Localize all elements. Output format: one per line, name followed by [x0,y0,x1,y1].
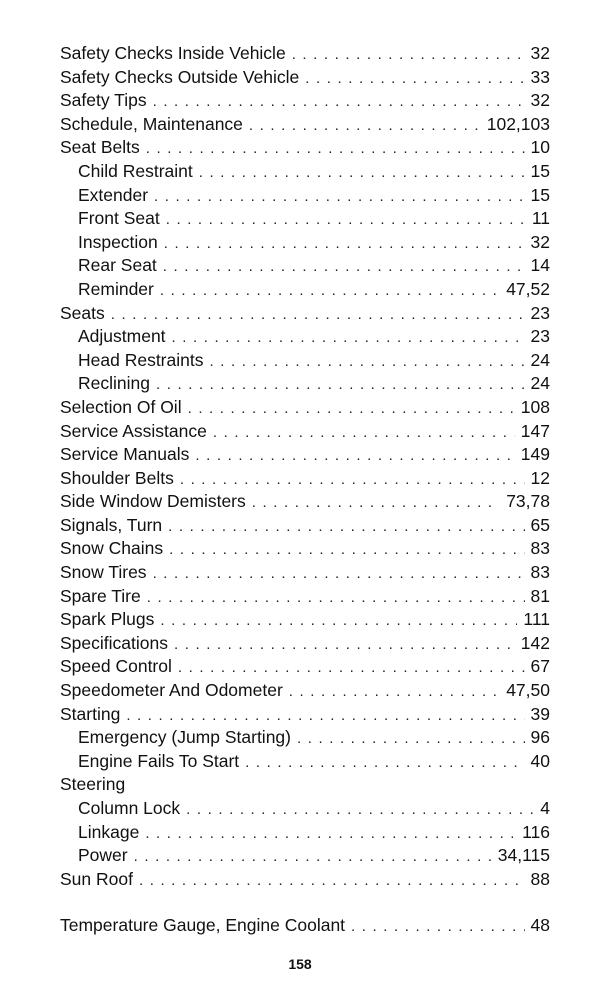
index-entry [60,396,550,420]
dot-leader [111,303,525,327]
index-subentry [60,797,550,821]
index-page-ref: 32 [530,90,550,111]
dot-leader [174,633,515,657]
index-page-ref: 14 [530,255,550,276]
index-page-ref: 24 [530,349,550,370]
index-term: Selection Of Oil [60,396,182,417]
index-term: Column Lock [78,798,181,818]
index-entry [60,420,550,444]
index-term: Spare Tire [60,585,141,606]
dot-leader [153,562,525,586]
index-entry [60,914,550,938]
dot-leader [134,845,492,869]
dot-leader [305,67,524,91]
index-subentry [60,184,550,208]
index-entry [60,679,550,703]
index-term: Safety Checks Inside Vehicle [60,43,286,63]
index-page-ref: 47,50 [506,680,550,701]
index-term: Snow Tires [60,562,147,583]
index-entry [60,655,550,679]
index-term: Power [78,845,128,866]
index-page-ref: 83 [530,538,550,559]
index-page-ref: 108 [520,396,550,417]
index-page-ref: 39 [530,703,550,724]
index-page-ref: 147 [520,420,550,441]
index-entry [60,136,550,160]
dot-leader [153,90,525,114]
dot-leader [172,326,525,350]
index-term: Sun Roof [60,868,133,889]
index-term: Emergency (Jump Starting) [78,727,291,748]
dot-leader [195,444,514,468]
index-entry [60,537,550,561]
index-page-ref: 40 [530,750,550,771]
index-page-ref: 81 [530,585,550,606]
index-term: Adjustment [78,326,166,347]
index-page-ref: 65 [530,514,550,535]
index-page-ref: 47,52 [506,278,550,299]
index-subentry [60,821,550,845]
index-page-ref: 10 [530,137,550,158]
index-page-ref: 4 [540,798,550,818]
index-term: Safety Tips [60,90,147,111]
index-term: Speed Control [60,656,172,677]
index-page-ref: 34,115 [497,845,550,866]
dot-leader [160,279,500,303]
index-page-ref: 32 [530,231,550,252]
index-entry [60,585,550,609]
index-term: Snow Chains [60,538,164,559]
index-subentry [60,750,550,774]
dot-leader [164,232,525,256]
index-term: Engine Fails To Start [78,750,240,771]
index-entry [60,773,550,797]
index-page-ref: 11 [531,208,550,229]
index-entry [60,514,550,538]
index-page-ref: 67 [530,656,550,677]
index-term: Side Window Demisters [60,491,246,512]
index-subentry [60,372,550,396]
index-term: Linkage [78,821,140,842]
index-subentry [60,231,550,255]
index-page-ref: 111 [523,609,550,630]
index-page-ref: 15 [530,184,550,205]
index-entry [60,632,550,656]
dot-leader [289,680,500,704]
index-term: Rear Seat [78,255,157,276]
index-page-ref: 33 [530,66,550,87]
index-term: Child Restraint [78,160,193,181]
index-term: Reminder [78,278,154,299]
index-entry [60,703,550,727]
dot-leader [213,421,515,445]
dot-leader [188,397,515,421]
index-subentry [60,349,550,373]
index-subentry [60,726,550,750]
index-term: Schedule, Maintenance [60,113,243,134]
index-subentry [60,278,550,302]
index-subentry [60,325,550,349]
index-page-ref: 149 [520,444,550,465]
index-entry [60,561,550,585]
dot-leader [160,609,517,633]
index-page-ref: 23 [530,326,550,347]
index-page-ref: 88 [530,868,550,889]
dot-leader [168,515,524,539]
index-term: Temperature Gauge, Engine Coolant [60,915,346,936]
dot-leader [245,751,524,775]
index-entry [60,113,550,137]
index-list [60,42,550,938]
index-page-ref: 96 [530,727,550,748]
dot-leader [249,114,481,138]
page-number: 158 [288,956,312,972]
index-term: Steering [60,774,126,795]
index-term: Seat Belts [60,137,140,158]
index-page-ref: 116 [522,821,550,842]
index-term: Seats [60,302,105,323]
index-term: Service Assistance [60,420,207,441]
index-entry [60,42,550,66]
index-term: Extender [78,184,149,205]
index-term: Head Restraints [78,349,204,370]
index-term: Shoulder Belts [60,467,174,488]
index-page-ref: 32 [530,43,550,63]
index-term: Front Seat [78,208,160,229]
index-page-ref: 24 [530,373,550,394]
index-page-ref: 12 [530,467,550,488]
index-term: Spark Plugs [60,609,155,630]
dot-leader [145,822,516,846]
index-page-ref: 142 [520,632,550,653]
index-term: Speedometer And Odometer [60,680,283,701]
index-term: Specifications [60,632,168,653]
dot-leader [297,727,525,751]
dot-leader [252,491,500,515]
index-entry [60,89,550,113]
dot-leader [154,185,524,209]
index-entry [60,302,550,326]
index-page-ref: 23 [530,302,550,323]
index-term: Reclining [78,373,150,394]
index-entry [60,608,550,632]
index-term: Inspection [78,231,158,252]
index-page-ref: 102,103 [486,113,550,134]
index-subentry [60,254,550,278]
index-page-ref: 48 [530,915,550,936]
dot-leader [169,538,524,562]
index-entry [60,443,550,467]
index-entry [60,490,550,514]
index-term: Starting [60,703,121,724]
index-page-ref: 83 [530,562,550,583]
dot-leader [178,656,525,680]
index-page-ref: 15 [530,160,550,181]
dot-leader [126,704,524,728]
dot-leader [186,798,534,822]
dot-leader [199,161,525,185]
index-term: Service Manuals [60,444,190,465]
dot-leader [146,137,525,161]
index-term: Signals, Turn [60,514,163,535]
index-subentry [60,844,550,868]
index-term: Safety Checks Outside Vehicle [60,66,300,87]
dot-leader [156,373,525,397]
index-subentry [60,207,550,231]
index-subentry [60,160,550,184]
dot-leader [180,468,525,492]
dot-leader [163,255,525,279]
dot-leader [147,586,525,610]
dot-leader [292,43,525,67]
index-entry [60,66,550,90]
dot-leader [209,350,524,374]
index-entry [60,868,550,892]
index-entry [60,467,550,491]
dot-leader [351,915,524,939]
dot-leader [139,869,525,893]
dot-leader [166,208,526,232]
index-page-ref: 73,78 [506,491,550,512]
